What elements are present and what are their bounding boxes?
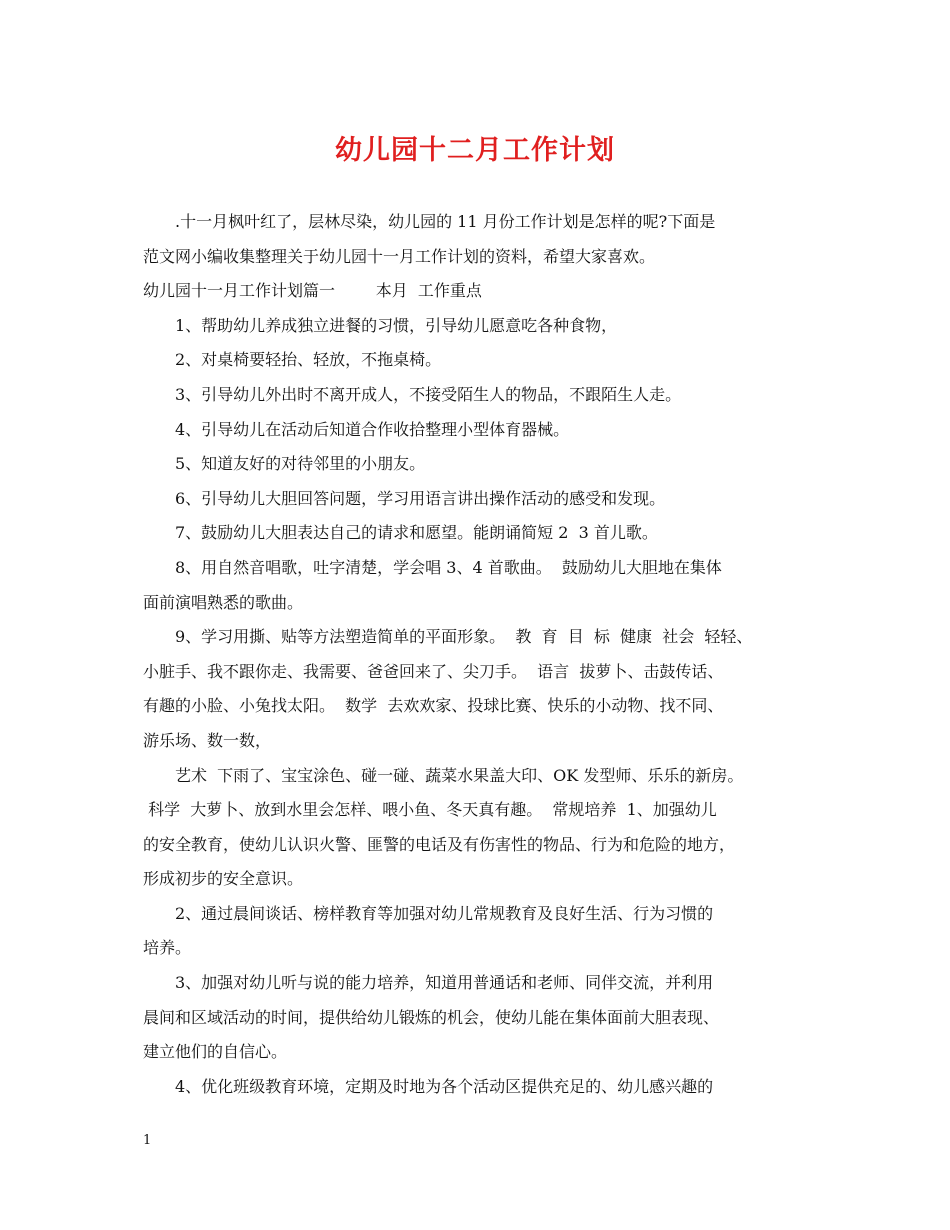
text-line: 1、帮助幼儿养成独立进餐的习惯，引导幼儿愿意吃各种食物， xyxy=(175,315,618,335)
text-line: 4、引导幼儿在活动后知道合作收拾整理小型体育器械。 xyxy=(175,419,570,439)
text-line: 有趣的小脸、小兔找太阳。 数学 去欢欢家、投球比赛、快乐的小动物、找不同、 xyxy=(143,696,724,716)
text-line: 3、加强对幼儿听与说的能力培养，知道用普通话和老师、同伴交流，并利用 xyxy=(175,973,714,993)
text-line: 的安全教育，使幼儿认识火警、匪警的电话及有伤害性的物品、行为和危险的地方， xyxy=(143,834,736,854)
text-line: 晨间和区域活动的时间，提供给幼儿锻炼的机会，使幼儿能在集体面前大胆表现、 xyxy=(143,1007,720,1027)
text-line: 游乐场、数一数， xyxy=(143,730,272,750)
text-line: 4、优化班级教育环境，定期及时地为各个活动区提供充足的、幼儿感兴趣的 xyxy=(175,1076,714,1096)
text-line: 9、学习用撕、贴等方法塑造简单的平面形象。 教 育 目 标 健康 社会 轻轻、 xyxy=(175,627,753,647)
text-line: 幼儿园十一月工作计划篇一 本月 工作重点 xyxy=(143,281,482,301)
text-line: 2、通过晨间谈话、榜样教育等加强对幼儿常规教育及良好生活、行为习惯的 xyxy=(175,903,714,923)
text-line: 7、鼓励幼儿大胆表达自己的请求和愿望。能朗诵简短 2 3 首儿歌。 xyxy=(175,523,658,543)
text-line: 范文网小编收集整理关于幼儿园十一月工作计划的资料，希望大家喜欢。 xyxy=(143,246,656,266)
document-title: 幼儿园十二月工作计划 xyxy=(335,135,615,166)
text-line: 建立他们的自信心。 xyxy=(143,1042,288,1062)
text-line: 科学 大萝卜、放到水里会怎样、喂小鱼、冬天真有趣。 常规培养 1、加强幼儿 xyxy=(143,800,717,820)
text-line: 2、对桌椅要轻抬、轻放，不拖桌椅。 xyxy=(175,350,442,370)
text-line: 5、知道友好的对待邻里的小朋友。 xyxy=(175,454,426,474)
text-line: 艺术 下雨了、宝宝涂色、碰一碰、蔬菜水果盖大印、OK 发型师、乐乐的新房。 xyxy=(175,765,744,785)
text-line: 培养。 xyxy=(143,938,192,958)
text-line: 小脏手、我不跟你走、我需要、爸爸回来了、尖刀手。 语言 拔萝卜、击鼓传话、 xyxy=(143,661,724,681)
text-line: 8、用自然音唱歌，吐字清楚，学会唱 3、4 首歌曲。 鼓励幼儿大胆地在集体 xyxy=(175,557,722,577)
text-line: 3、引导幼儿外出时不离开成人，不接受陌生人的物品，不跟陌生人走。 xyxy=(175,384,682,404)
document-body xyxy=(143,205,813,1104)
text-line: 形成初步的安全意识。 xyxy=(143,869,304,889)
text-line: .十一月枫叶红了，层林尽染，幼儿园的 11 月份工作计划是怎样的呢?下面是 xyxy=(175,212,716,231)
text-line: 面前演唱熟悉的歌曲。 xyxy=(143,592,304,612)
text-line: 6、引导幼儿大胆回答问题，学习用语言讲出操作活动的感受和发现。 xyxy=(175,488,666,508)
page-number: 1 xyxy=(143,1133,152,1148)
